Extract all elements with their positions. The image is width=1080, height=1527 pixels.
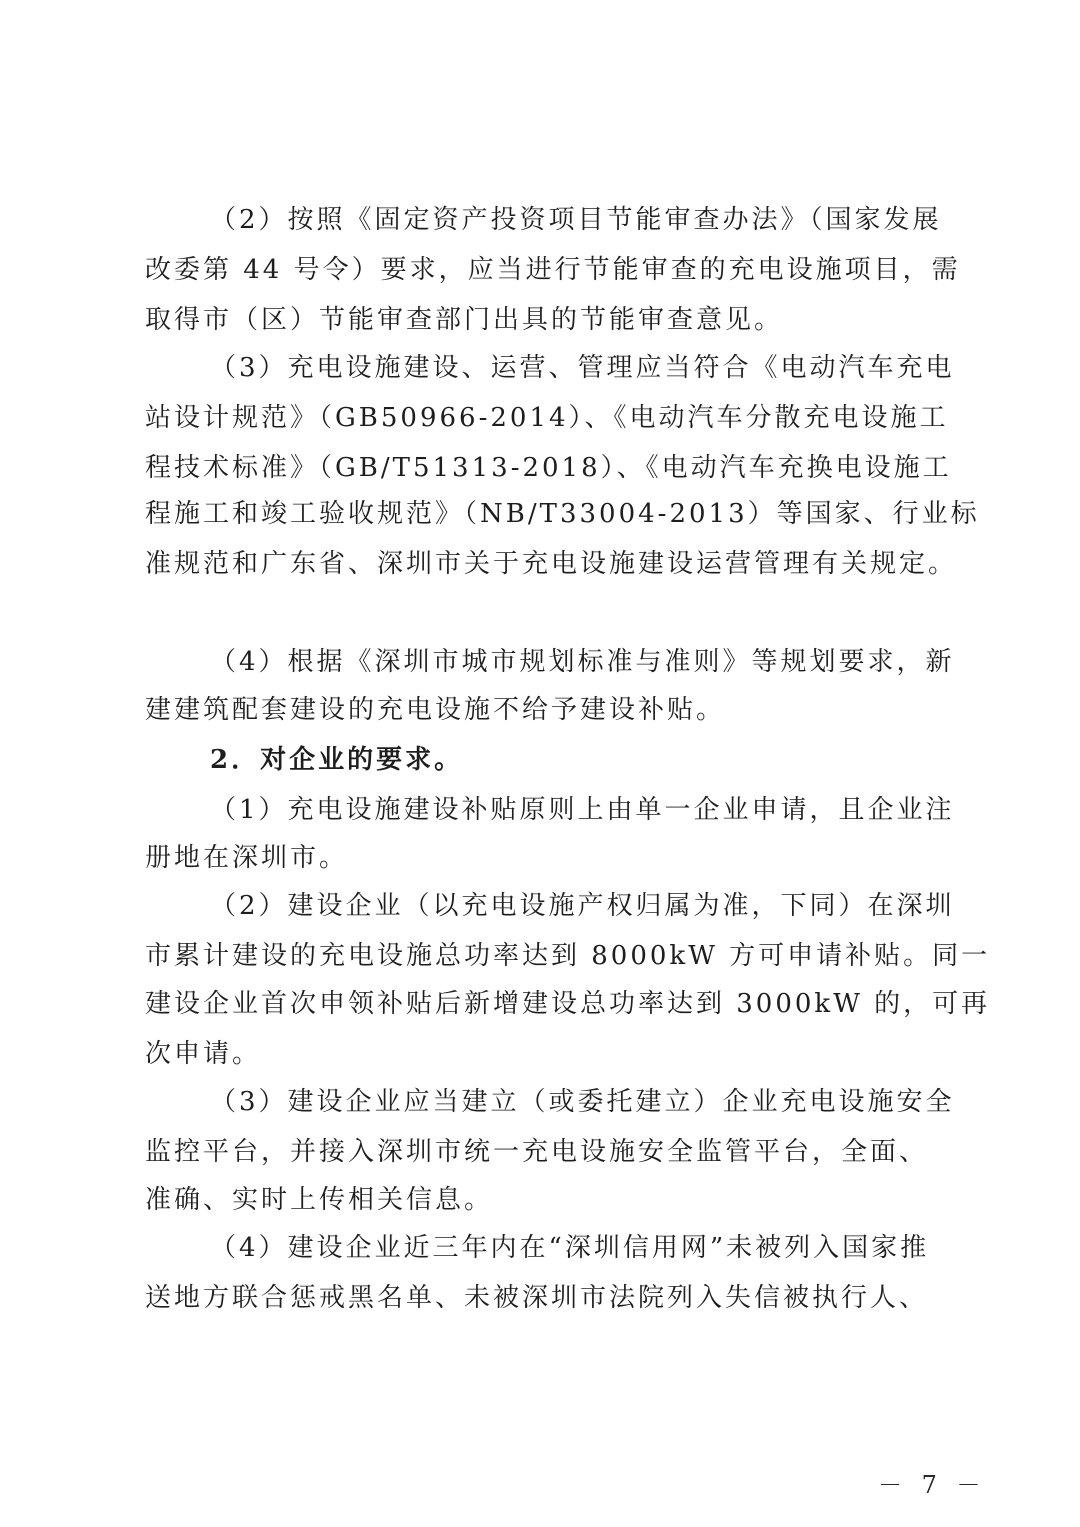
paragraph-line: 取得市（区）节能审查部门出具的节能审查意见。 bbox=[145, 305, 784, 335]
paragraph-line: （3）建设企业应当建立（或委托建立）企业充电设施安全 bbox=[210, 1087, 955, 1117]
paragraph-line: （2）按照《固定资产投资项目节能审查办法》（国家发展 bbox=[210, 205, 942, 235]
paragraph-line: 准规范和广东省、深圳市关于充电设施建设运营管理有关规定。 bbox=[145, 549, 958, 579]
paragraph-line: 送地方联合惩戒黑名单、未被深圳市法院列入失信被执行人、 bbox=[145, 1283, 929, 1313]
paragraph-line: 监控平台，并接入深圳市统一充电设施安全监管平台，全面、 bbox=[145, 1137, 929, 1167]
paragraph-line: 建设企业首次申领补贴后新增建设总功率达到 3000kW 的，可再 bbox=[145, 989, 991, 1019]
paragraph-line: 次申请。 bbox=[145, 1039, 262, 1069]
paragraph-line: 册地在深圳市。 bbox=[145, 843, 349, 873]
section-heading: 2．对企业的要求。 bbox=[210, 745, 464, 775]
paragraph-line: （2）建设企业（以充电设施产权归属为准，下同）在深圳 bbox=[210, 891, 955, 921]
paragraph-line: 建建筑配套建设的充电设施不给予建设补贴。 bbox=[145, 695, 726, 725]
paragraph-line: （4）建设企业近三年内在“深圳信用网”未被列入国家推 bbox=[210, 1233, 930, 1263]
paragraph-line: 程施工和竣工验收规范》（NB/T33004-2013）等国家、行业标 bbox=[145, 499, 980, 529]
paragraph-line: 市累计建设的充电设施总功率达到 8000kW 方可申请补贴。同一 bbox=[145, 941, 991, 971]
paragraph-line: 改委第 44 号令）要求，应当进行节能审查的充电设施项目，需 bbox=[145, 255, 961, 285]
paragraph-line: （3）充电设施建设、运营、管理应当符合《电动汽车充电 bbox=[210, 353, 955, 383]
paragraph-line: 站设计规范》（GB50966-2014）、《电动汽车分散充电设施工 bbox=[145, 403, 949, 433]
paragraph-line: （4）根据《深圳市城市规划标准与准则》等规划要求，新 bbox=[210, 647, 955, 677]
page-number: － 7 － bbox=[878, 1471, 987, 1499]
paragraph-line: （1）充电设施建设补贴原则上由单一企业申请，且企业注 bbox=[210, 795, 955, 825]
paragraph-line: 程技术标准》（GB/T51313-2018）、《电动汽车充换电设施工 bbox=[145, 453, 952, 483]
paragraph-line: 准确、实时上传相关信息。 bbox=[145, 1185, 494, 1215]
